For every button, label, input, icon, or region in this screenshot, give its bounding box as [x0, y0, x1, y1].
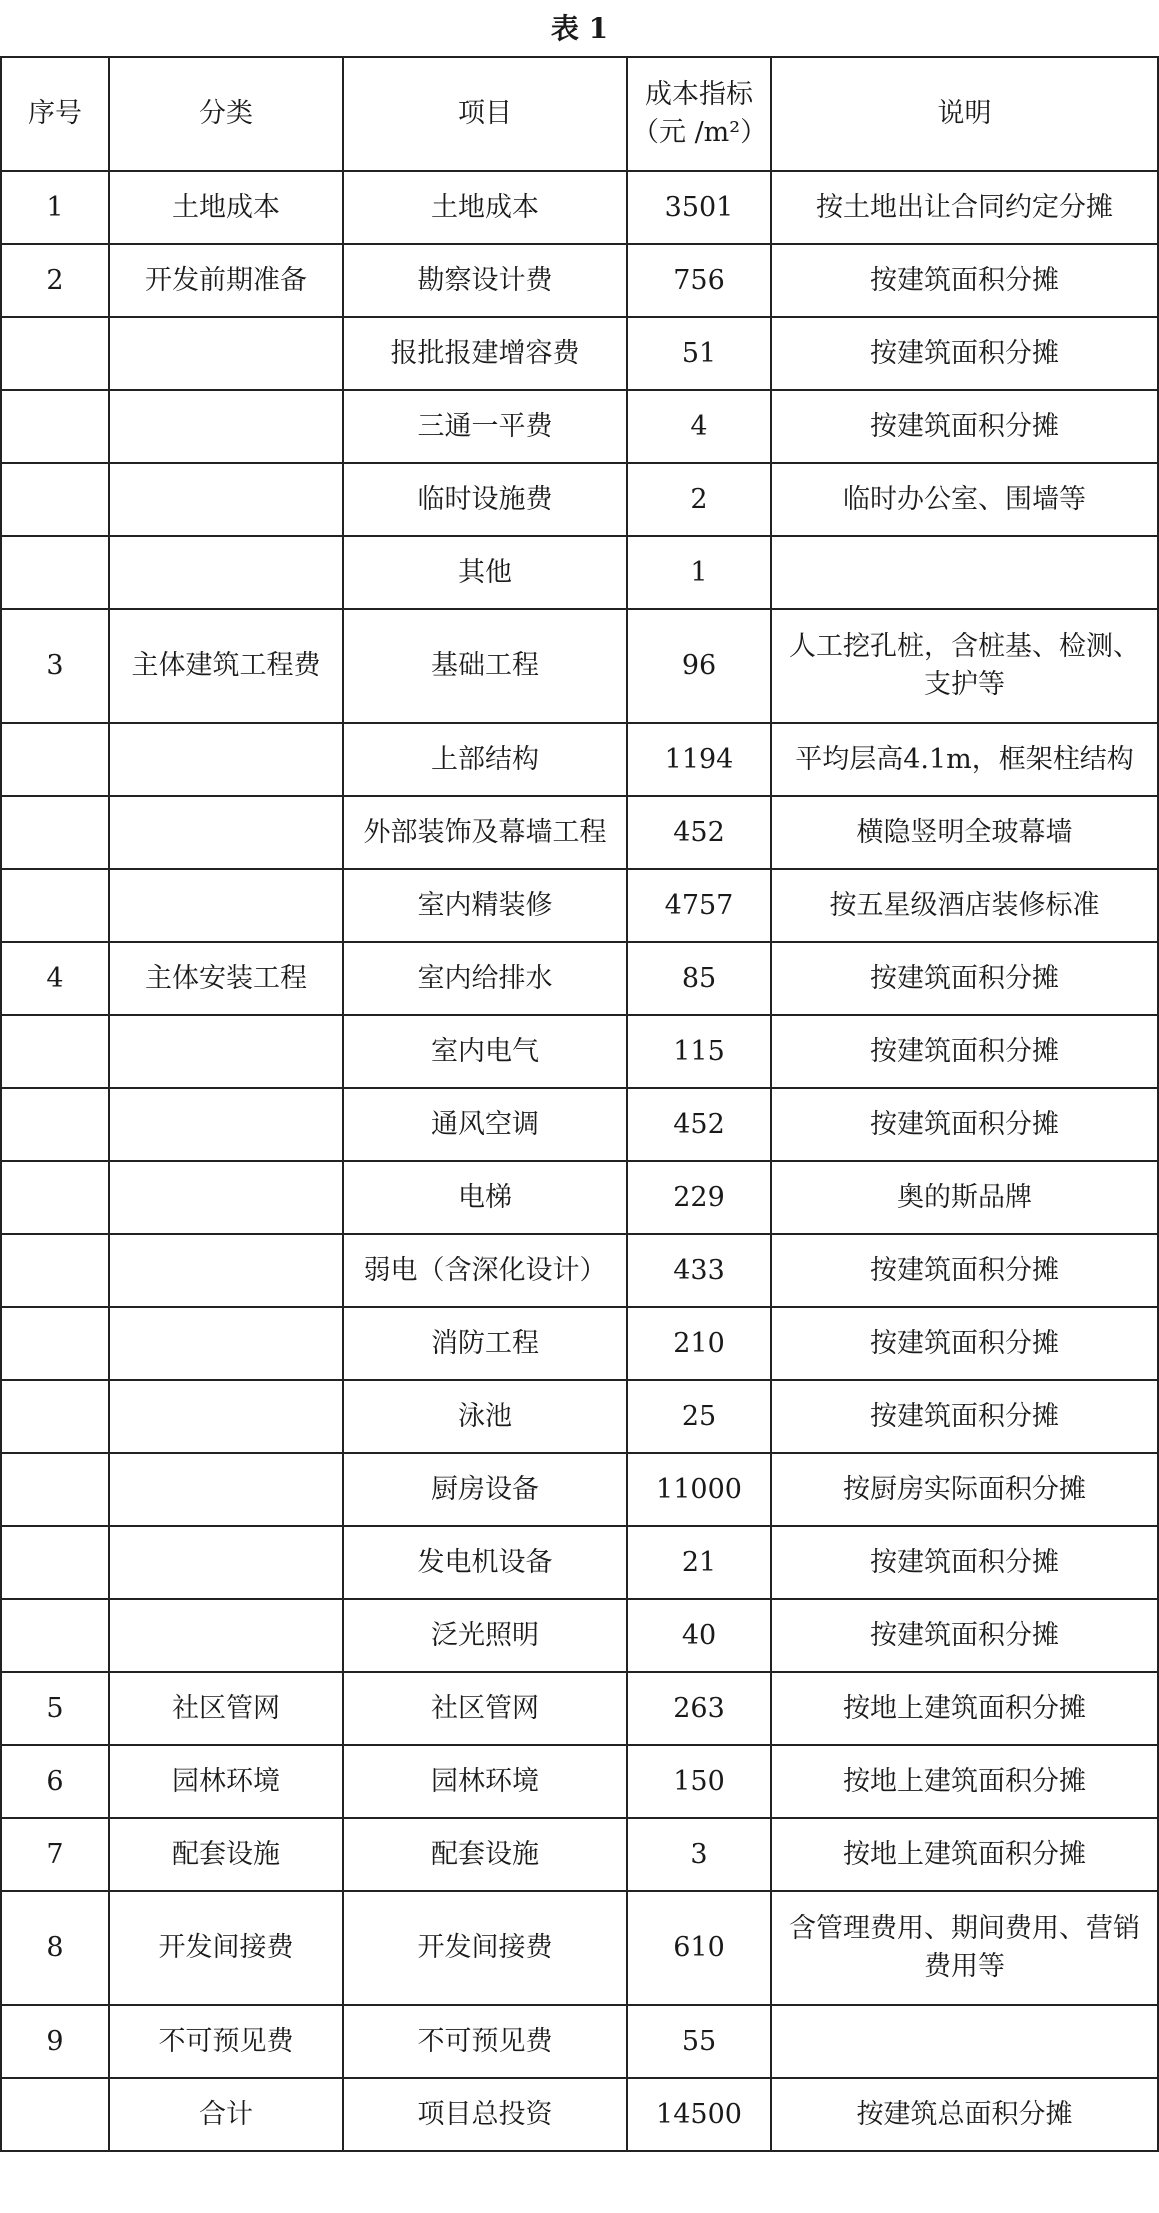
table-title: 表 1 — [550, 12, 609, 45]
cell-no: 5 — [1, 1672, 109, 1745]
table-row — [1, 1745, 1158, 1818]
cell-no — [1, 1526, 109, 1599]
cell-cost: 263 — [627, 1672, 771, 1745]
cell-no — [1, 1599, 109, 1672]
cell-item: 泳池 — [343, 1380, 627, 1453]
table-row — [1, 1307, 1158, 1380]
cell-note: 按建筑面积分摊 — [771, 1307, 1158, 1380]
table-row — [1, 1599, 1158, 1672]
cell-cost: 40 — [627, 1599, 771, 1672]
cell-no — [1, 1088, 109, 1161]
cell-no: 8 — [1, 1891, 109, 2005]
cell-cost: 452 — [627, 796, 771, 869]
cell-item: 配套设施 — [343, 1818, 627, 1891]
cell-note: 含管理费用、期间费用、营销费用等 — [771, 1891, 1158, 2005]
cell-note: 人工挖孔桩，含桩基、检测、支护等 — [771, 609, 1158, 723]
table-row — [1, 869, 1158, 942]
cell-no: 2 — [1, 244, 109, 317]
cell-no — [1, 723, 109, 796]
cell-cost: 610 — [627, 1891, 771, 2005]
cell-cost: 3501 — [627, 171, 771, 244]
table-row — [1, 244, 1158, 317]
cell-note: 按建筑面积分摊 — [771, 1380, 1158, 1453]
cell-no — [1, 536, 109, 609]
cell-note: 按建筑面积分摊 — [771, 1088, 1158, 1161]
cell-category — [109, 317, 343, 390]
cell-item: 社区管网 — [343, 1672, 627, 1745]
cell-item: 发电机设备 — [343, 1526, 627, 1599]
cell-note: 按地上建筑面积分摊 — [771, 1745, 1158, 1818]
table-row — [1, 1672, 1158, 1745]
cell-note: 按五星级酒店装修标准 — [771, 869, 1158, 942]
cell-item: 其他 — [343, 536, 627, 609]
cell-no — [1, 390, 109, 463]
cell-item: 室内精装修 — [343, 869, 627, 942]
cell-item: 电梯 — [343, 1161, 627, 1234]
cell-category — [109, 1015, 343, 1088]
cell-no: 3 — [1, 609, 109, 723]
cell-note: 按建筑面积分摊 — [771, 1015, 1158, 1088]
cell-note: 按建筑总面积分摊 — [771, 2078, 1158, 2151]
cell-note: 临时办公室、围墙等 — [771, 463, 1158, 536]
cell-note: 按建筑面积分摊 — [771, 1599, 1158, 1672]
cell-no — [1, 1015, 109, 1088]
cell-item: 消防工程 — [343, 1307, 627, 1380]
cell-cost: 452 — [627, 1088, 771, 1161]
cell-category — [109, 1161, 343, 1234]
cell-cost: 51 — [627, 317, 771, 390]
cell-note: 按建筑面积分摊 — [771, 1234, 1158, 1307]
cell-cost: 11000 — [627, 1453, 771, 1526]
cell-item: 勘察设计费 — [343, 244, 627, 317]
cell-cost: 96 — [627, 609, 771, 723]
cell-category: 合计 — [109, 2078, 343, 2151]
table-row — [1, 1453, 1158, 1526]
table-row — [1, 536, 1158, 609]
table-row — [1, 2005, 1158, 2078]
cell-item: 三通一平费 — [343, 390, 627, 463]
cell-note: 按建筑面积分摊 — [771, 942, 1158, 1015]
cell-no: 9 — [1, 2005, 109, 2078]
cell-category — [109, 463, 343, 536]
table-row — [1, 390, 1158, 463]
header-cost-unit: （元 /m²） — [632, 117, 768, 148]
cell-note: 按建筑面积分摊 — [771, 390, 1158, 463]
cell-cost: 4757 — [627, 869, 771, 942]
cell-category — [109, 1453, 343, 1526]
cell-category: 开发间接费 — [109, 1891, 343, 2005]
cell-item: 厨房设备 — [343, 1453, 627, 1526]
table-row — [1, 1380, 1158, 1453]
table-row — [1, 1161, 1158, 1234]
cell-no — [1, 1161, 109, 1234]
table-row — [1, 609, 1158, 723]
cell-cost: 229 — [627, 1161, 771, 1234]
cell-no — [1, 1307, 109, 1380]
cell-item: 临时设施费 — [343, 463, 627, 536]
table-row — [1, 1526, 1158, 1599]
cell-cost: 756 — [627, 244, 771, 317]
cell-cost: 433 — [627, 1234, 771, 1307]
cell-item: 外部装饰及幕墙工程 — [343, 796, 627, 869]
cell-item: 通风空调 — [343, 1088, 627, 1161]
cell-item: 基础工程 — [343, 609, 627, 723]
cell-category — [109, 869, 343, 942]
cell-no — [1, 796, 109, 869]
table-row — [1, 1015, 1158, 1088]
cell-cost: 115 — [627, 1015, 771, 1088]
cell-cost: 1194 — [627, 723, 771, 796]
cell-category: 社区管网 — [109, 1672, 343, 1745]
cell-no: 6 — [1, 1745, 109, 1818]
cell-note: 按土地出让合同约定分摊 — [771, 171, 1158, 244]
cell-no — [1, 2078, 109, 2151]
table-row — [1, 796, 1158, 869]
cell-no — [1, 317, 109, 390]
cell-item: 土地成本 — [343, 171, 627, 244]
cell-cost: 150 — [627, 1745, 771, 1818]
cell-cost: 21 — [627, 1526, 771, 1599]
cost-table — [0, 56, 1159, 2152]
cell-item: 园林环境 — [343, 1745, 627, 1818]
table-row — [1, 463, 1158, 536]
cell-item: 报批报建增容费 — [343, 317, 627, 390]
header-no: 序号 — [1, 57, 109, 171]
cell-cost: 25 — [627, 1380, 771, 1453]
cell-category — [109, 1380, 343, 1453]
cell-category: 主体安装工程 — [109, 942, 343, 1015]
cell-item: 不可预见费 — [343, 2005, 627, 2078]
cell-category: 配套设施 — [109, 1818, 343, 1891]
cell-item: 上部结构 — [343, 723, 627, 796]
header-cost-label: 成本指标 — [645, 79, 753, 110]
cell-category — [109, 1234, 343, 1307]
cell-category — [109, 1088, 343, 1161]
cell-item: 弱电（含深化设计） — [343, 1234, 627, 1307]
cell-note: 平均层高4.1m，框架柱结构 — [771, 723, 1158, 796]
cell-no — [1, 869, 109, 942]
cell-category — [109, 390, 343, 463]
cell-cost: 14500 — [627, 2078, 771, 2151]
cell-category — [109, 723, 343, 796]
cell-category — [109, 796, 343, 869]
cell-cost: 4 — [627, 390, 771, 463]
cell-no — [1, 1453, 109, 1526]
cell-no: 1 — [1, 171, 109, 244]
header-note: 说明 — [771, 57, 1158, 171]
cell-note — [771, 2005, 1158, 2078]
cell-category — [109, 1307, 343, 1380]
cell-item: 泛光照明 — [343, 1599, 627, 1672]
cell-cost: 210 — [627, 1307, 771, 1380]
cell-note: 按建筑面积分摊 — [771, 244, 1158, 317]
cell-cost: 3 — [627, 1818, 771, 1891]
cell-no — [1, 463, 109, 536]
cell-no — [1, 1380, 109, 1453]
cell-category: 不可预见费 — [109, 2005, 343, 2078]
cell-note: 按建筑面积分摊 — [771, 1526, 1158, 1599]
header-category: 分类 — [109, 57, 343, 171]
cell-note: 按地上建筑面积分摊 — [771, 1818, 1158, 1891]
header-cost — [627, 57, 771, 171]
cell-no — [1, 1234, 109, 1307]
cell-no: 4 — [1, 942, 109, 1015]
cell-item: 开发间接费 — [343, 1891, 627, 2005]
cell-note: 横隐竖明全玻幕墙 — [771, 796, 1158, 869]
cell-cost: 1 — [627, 536, 771, 609]
cell-note — [771, 536, 1158, 609]
cell-category: 开发前期准备 — [109, 244, 343, 317]
cell-note: 按地上建筑面积分摊 — [771, 1672, 1158, 1745]
cell-note: 按厨房实际面积分摊 — [771, 1453, 1158, 1526]
header-item: 项目 — [343, 57, 627, 171]
cell-item: 室内给排水 — [343, 942, 627, 1015]
cell-cost: 85 — [627, 942, 771, 1015]
cell-category: 主体建筑工程费 — [109, 609, 343, 723]
cell-cost: 55 — [627, 2005, 771, 2078]
cell-cost: 2 — [627, 463, 771, 536]
cell-no: 7 — [1, 1818, 109, 1891]
cell-category — [109, 1599, 343, 1672]
cell-item: 项目总投资 — [343, 2078, 627, 2151]
table-row — [1, 317, 1158, 390]
table-row — [1, 171, 1158, 244]
cell-category — [109, 536, 343, 609]
cell-category: 土地成本 — [109, 171, 343, 244]
header-row — [1, 57, 1158, 171]
table-row — [1, 1891, 1158, 2005]
table-row — [1, 1234, 1158, 1307]
table-row — [1, 2078, 1158, 2151]
table-row — [1, 1088, 1158, 1161]
cell-note: 按建筑面积分摊 — [771, 317, 1158, 390]
cell-category — [109, 1526, 343, 1599]
table-row — [1, 723, 1158, 796]
cell-note: 奥的斯品牌 — [771, 1161, 1158, 1234]
cell-item: 室内电气 — [343, 1015, 627, 1088]
cell-category: 园林环境 — [109, 1745, 343, 1818]
table-row — [1, 942, 1158, 1015]
table-row — [1, 1818, 1158, 1891]
